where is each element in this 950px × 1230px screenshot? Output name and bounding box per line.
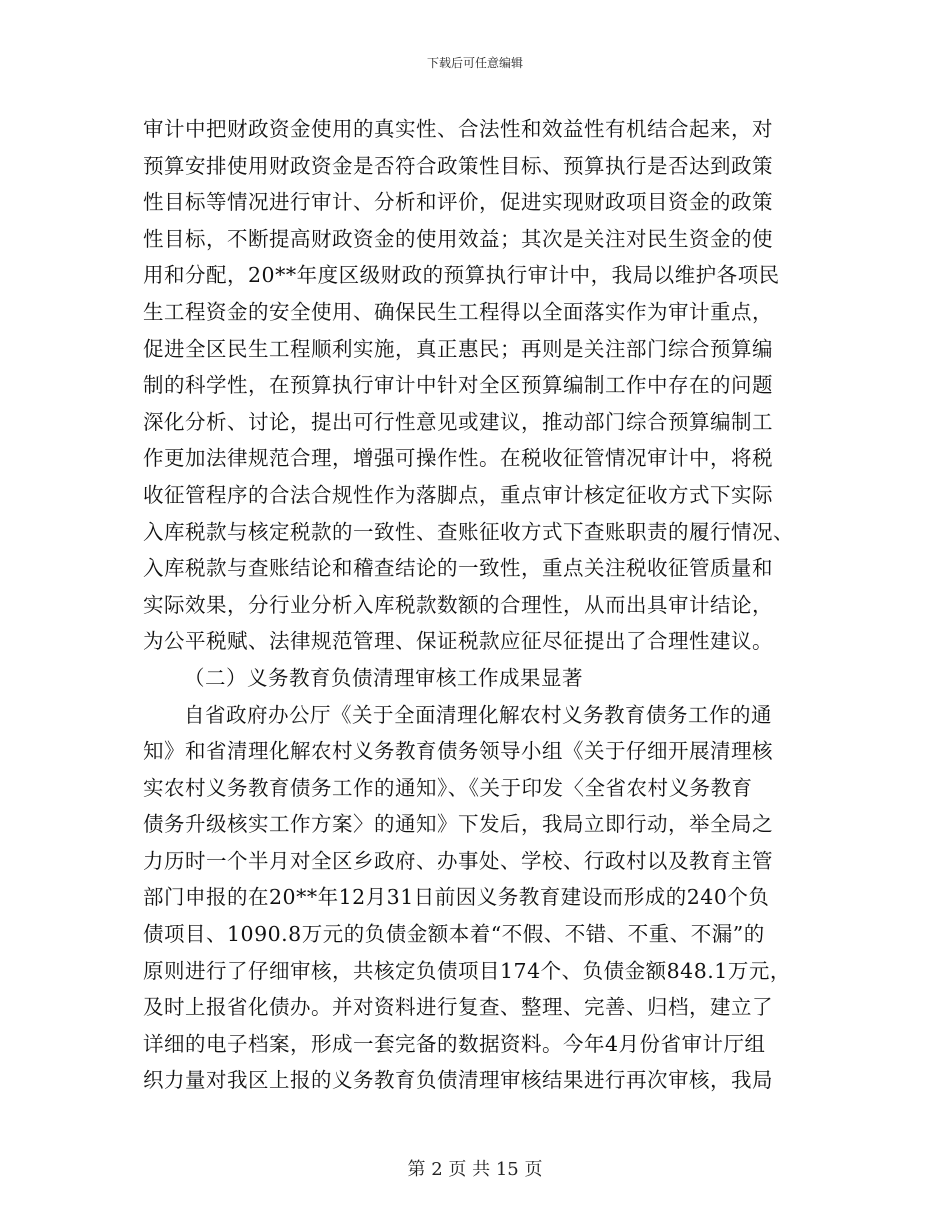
text-line: 深化分析、讨论，提出可行性意见或建议，推动部门综合预算编制工 <box>143 409 773 434</box>
paragraph-1 <box>143 111 818 660</box>
document-body <box>143 111 818 1099</box>
text-line: 性目标，不断提高财政资金的使用效益；其次是关注对民生资金的使 <box>143 226 773 251</box>
paragraph-2 <box>143 697 818 1100</box>
page-number-footer: 第 2 页 共 15 页 <box>407 1159 543 1180</box>
text-line: 部门申报的在20**年12月31日前因义务教育建设而形成的240个负 <box>143 885 770 910</box>
page-header-note: 下载后可任意编辑 <box>426 56 523 70</box>
text-line: 预算安排使用财政资金是否符合政策性目标、预算执行是否达到政策 <box>143 153 773 178</box>
text-line: 及时上报省化债办。并对资料进行复查、整理、完善、归档，建立了 <box>143 995 773 1020</box>
text-line: 织力量对我区上报的义务教育负债清理审核结果进行再次审核，我局 <box>143 1068 773 1093</box>
text-line: 收征管程序的合法合规性作为落脚点，重点审计核定征收方式下实际 <box>143 482 773 507</box>
text-line: 生工程资金的安全使用、确保民生工程得以全面落实作为审计重点， <box>143 299 773 324</box>
text-line: 制的科学性，在预算执行审计中针对全区预算编制工作中存在的问题 <box>143 373 773 398</box>
text-line: 促进全区民生工程顺利实施，真正惠民；再则是关注部门综合预算编 <box>143 336 773 361</box>
text-line: 详细的电子档案，形成一套完备的数据资料。今年4月份省审计厅组 <box>143 1031 766 1056</box>
text-line: 实际效果，分行业分析入库税款数额的合理性，从而出具审计结论， <box>143 592 773 617</box>
text-line: 入库税款与查账结论和稽查结论的一致性，重点关注税收征管质量和 <box>143 556 773 581</box>
text-line: 债务升级核实工作方案〉的通知》下发后，我局立即行动，举全局之 <box>143 812 773 837</box>
section-heading: （二）义务教育负债清理审核工作成果显著 <box>184 665 583 690</box>
text-line: 入库税款与核定税款的一致性、查账征收方式下查账职责的履行情况、 <box>143 519 794 544</box>
text-line: 债项目、1090.8万元的负债金额本着“不假、不错、不重、不漏”的 <box>143 922 765 947</box>
text-line: 力历时一个半月对全区乡政府、办事处、学校、行政村以及教育主管 <box>143 848 773 873</box>
text-line: 知》和省清理化解农村义务教育债务领导小组《关于仔细开展清理核 <box>143 739 773 764</box>
text-line: 性目标等情况进行审计、分析和评价，促进实现财政项目资金的政策 <box>143 190 773 215</box>
text-line: 为公平税赋、法律规范管理、保证税款应征尽征提出了合理性建议。 <box>143 629 773 654</box>
text-line: 自省政府办公厅《关于全面清理化解农村义务教育债务工作的通 <box>184 702 772 727</box>
text-line: 实农村义务教育债务工作的通知》、《关于印发〈全省农村义务教育 <box>143 775 753 800</box>
text-line: 原则进行了仔细审核，共核定负债项目174个、负债金额848.1万元， <box>143 958 791 983</box>
text-line: 审计中把财政资金使用的真实性、合法性和效益性有机结合起来，对 <box>143 117 773 141</box>
text-line: 作更加法律规范合理，增强可操作性。在税收征管情况审计中，将税 <box>143 446 773 471</box>
text-line: 用和分配，20**年度区级财政的预算执行审计中，我局以维护各项民 <box>143 263 780 288</box>
